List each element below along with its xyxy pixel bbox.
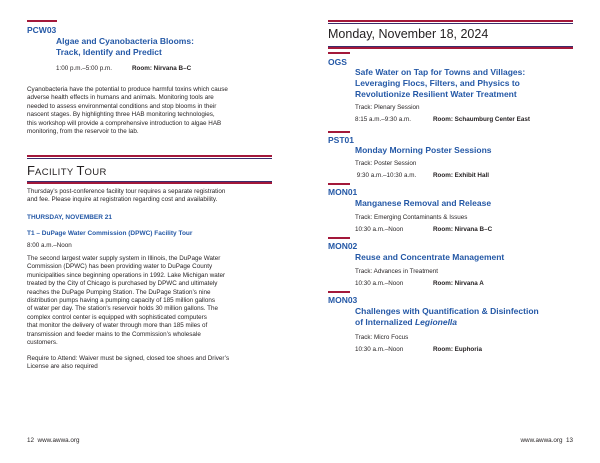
session-track: Track: Emerging Contaminants & Issues xyxy=(355,214,468,221)
text-line: that monitor the delivery of water through more than 185 miles of xyxy=(27,322,208,330)
session-room: Room: Nirvana B–C xyxy=(433,226,493,233)
session-title-line: Revolutionize Resilient Water Treatment xyxy=(355,89,517,99)
session-time: 10:30 a.m.–Noon xyxy=(355,346,404,353)
session-title xyxy=(56,36,194,58)
text-line: reaches the DuPage Pumping Station. The DuPage Station’s nine xyxy=(27,288,211,296)
session-title-line: Manganese Removal and Release xyxy=(355,198,492,208)
session-title-line: Reuse and Concentrate Management xyxy=(355,252,505,262)
session-title xyxy=(355,198,491,209)
section-rule xyxy=(328,291,350,293)
date-heading: Monday, November 18, 2024 xyxy=(328,27,489,41)
session-room: Room: Euphoria xyxy=(433,346,482,353)
session-title-line: Algae and Cyanobacteria Blooms: xyxy=(56,36,194,46)
organism-name: Legionella xyxy=(414,317,458,327)
session-room: Room: Exhibit Hall xyxy=(433,172,489,179)
text-line: customers. xyxy=(27,339,58,347)
section-divider xyxy=(27,155,272,159)
session-time: 8:15 a.m.–9:30 a.m. xyxy=(355,116,412,123)
section-divider xyxy=(328,45,573,49)
tour-description xyxy=(27,255,297,347)
session-title-line: of Internalized Legionella xyxy=(355,317,458,327)
footer-url: www.awwa.org xyxy=(520,437,563,444)
session-time: 1:00 p.m.–5:00 p.m. xyxy=(56,65,113,72)
facility-tour-heading: FACILITY TOUR xyxy=(27,163,107,178)
text-line: needed to assess environmental conditions and stop blooms in their xyxy=(27,102,217,110)
text-line: nascent stages. By highlighting three HAB monitoring technologies, xyxy=(27,111,215,119)
session-code: PCW03 xyxy=(27,25,57,35)
session-time: 9:30 a.m.–10:30 a.m. xyxy=(355,172,417,179)
tour-title: T1 – DuPage Water Commission (DPWC) Facility Tour xyxy=(27,230,193,237)
session-room: Room: Nirvana B–C xyxy=(132,65,192,72)
session-track: Track: Micro Focus xyxy=(355,334,409,341)
text-line: Cyanobacteria have the potential to produce harmful toxins which cause xyxy=(27,86,228,93)
session-track: Track: Poster Session xyxy=(355,160,417,167)
section-divider xyxy=(328,20,573,24)
text-line: Require to Attend: Waiver must be signed, closed toe shoes and Driver’s xyxy=(27,355,230,362)
footer-url: www.awwa.org xyxy=(37,437,80,444)
session-title-line: Safe Water on Tap for Towns and Villages: xyxy=(355,67,526,77)
session-track: Track: Plenary Session xyxy=(355,104,420,111)
tour-requirement xyxy=(27,355,297,372)
session-title xyxy=(355,145,492,156)
page-number: 13 xyxy=(565,437,573,444)
session-title-line: Track, Identify and Predict xyxy=(56,47,162,57)
section-divider xyxy=(27,180,272,184)
text-line: monitoring, from the reservoir to the lab. xyxy=(27,128,139,136)
session-title-line: Challenges with Quantification & Disinfection xyxy=(355,306,539,316)
facility-intro xyxy=(27,188,297,205)
page-footer-right xyxy=(520,437,573,444)
session-code: OGS xyxy=(328,57,347,67)
page-footer-left xyxy=(27,437,80,444)
text-line: this workshop will provide a comprehensive introduction to algae HAB xyxy=(27,119,222,127)
session-title-line: Monday Morning Poster Sessions xyxy=(355,145,492,155)
section-rule xyxy=(328,183,350,185)
tour-day: THURSDAY, NOVEMBER 21 xyxy=(27,214,113,221)
session-time: 10:30 a.m.–Noon xyxy=(355,226,404,233)
text-line: License are also required xyxy=(27,363,98,371)
session-time: 10:30 a.m.–Noon xyxy=(355,280,404,287)
text-line: and fee. Please inquire at registration regarding cost and availability. xyxy=(27,196,218,204)
text-line: transmission and feeder mains to the Commission’s wholesale xyxy=(27,330,201,338)
session-title-line: Leveraging Flocs, Filters, and Physics to xyxy=(355,78,520,88)
session-title xyxy=(355,252,504,263)
session-room: Room: Nirvana A xyxy=(433,280,484,287)
text-line: distribution pumps having a pumping capacity of 185 million gallons xyxy=(27,297,215,305)
session-title xyxy=(355,67,525,100)
session-room: Room: Schaumburg Center East xyxy=(433,116,530,123)
session-code: MON03 xyxy=(328,295,358,305)
session-track: Track: Advances in Treatment xyxy=(355,268,439,275)
text-line: complex control center is equipped with sophisticated computers xyxy=(27,313,207,321)
section-rule xyxy=(328,131,350,133)
section-rule xyxy=(328,52,350,54)
tour-time: 8:00 a.m.–Noon xyxy=(27,242,72,249)
section-rule xyxy=(328,237,350,239)
text-line: treated by the City of Chicago is purchased by DPWC and ultimately xyxy=(27,280,218,288)
right-page xyxy=(300,0,600,463)
text-line: The second largest water supply system in Illinois, the DuPage Water xyxy=(27,255,221,262)
text-line: municipalities since beginning operations in 1992. Lake Michigan water xyxy=(27,271,226,279)
text-line: adverse health effects in humans and animals. Monitoring tools are xyxy=(27,94,214,102)
session-code: PST01 xyxy=(328,135,354,145)
text-line: Thursday’s post-conference facility tour requires a separate registration xyxy=(27,188,226,195)
text-line: of water per day. The station’s reservoir holds 30 million gallons. The xyxy=(27,305,218,313)
text-line: Commission (DPWC) has been providing water to DuPage County xyxy=(27,263,213,271)
session-code: MON01 xyxy=(328,187,358,197)
session-description xyxy=(27,86,297,136)
session-title xyxy=(355,306,539,328)
page-number: 12 xyxy=(27,437,35,444)
session-code: MON02 xyxy=(328,241,358,251)
section-rule xyxy=(27,20,57,22)
